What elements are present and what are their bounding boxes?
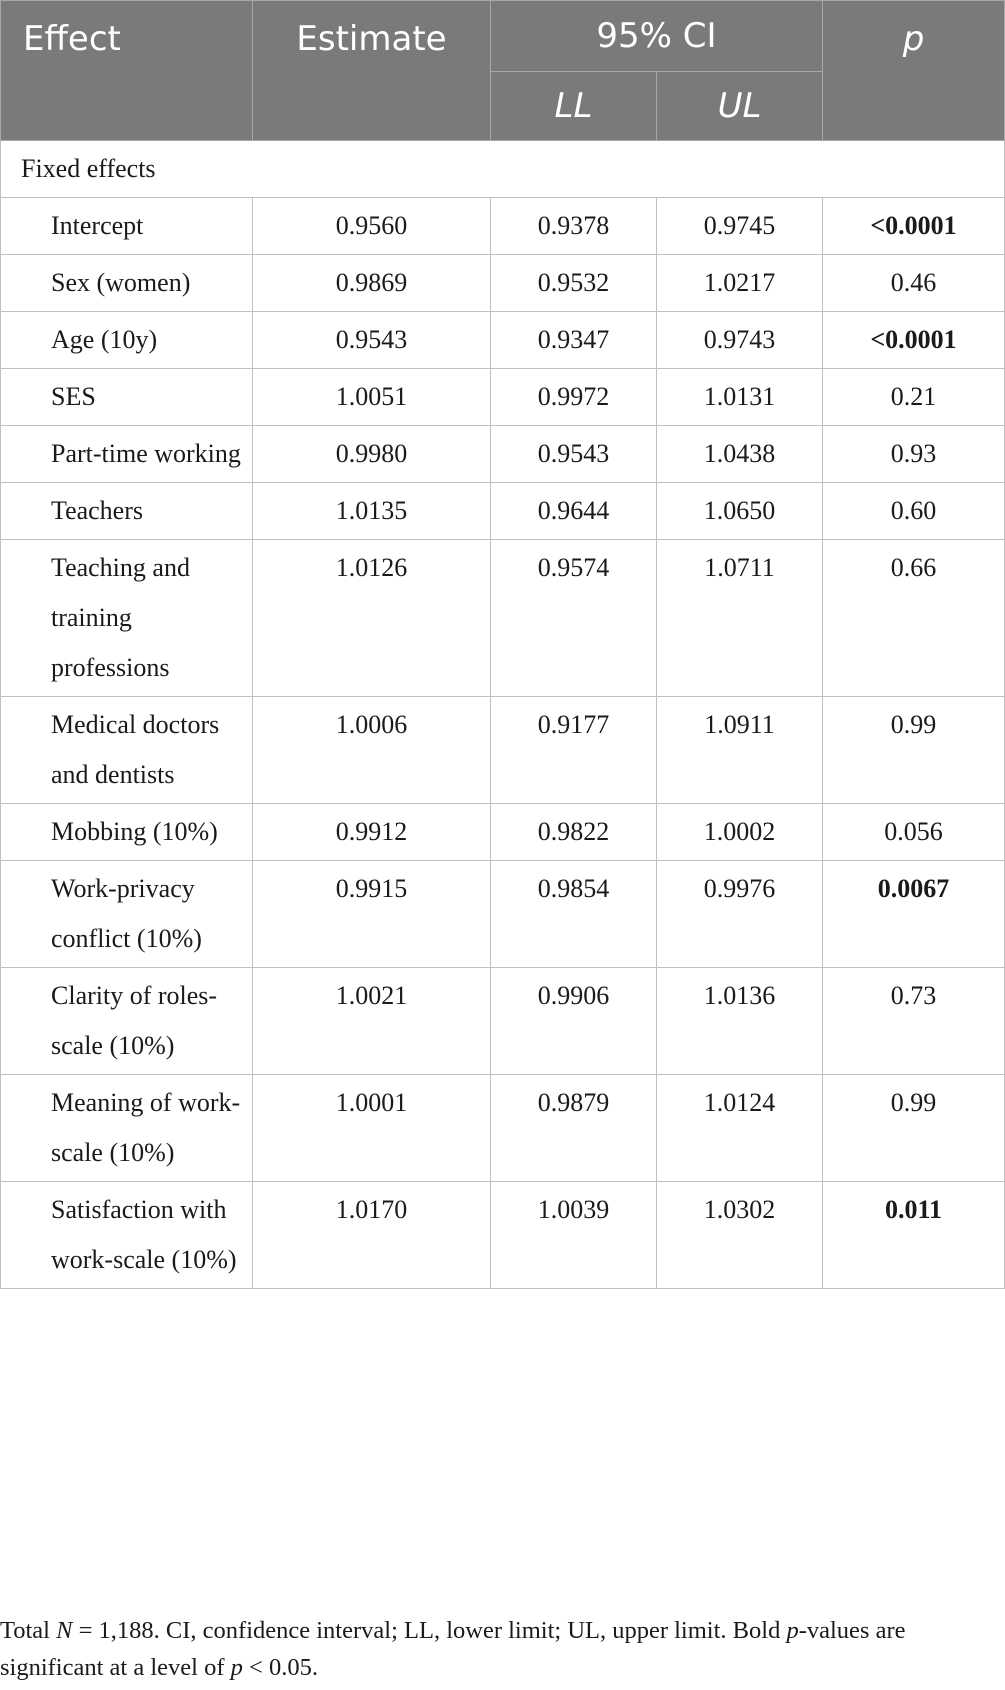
note-text: -values are significant at a level of [0,1617,906,1681]
effect-cell: Satisfaction with work-scale (10%) [1,1182,253,1289]
ll-cell: 0.9177 [491,697,657,804]
table-row [1,369,1005,426]
ll-cell: 0.9378 [491,198,657,255]
ll-cell: 0.9532 [491,255,657,312]
ll-cell: 0.9822 [491,804,657,861]
ll-cell: 0.9644 [491,483,657,540]
note-text: Total [0,1617,57,1644]
ll-cell: 0.9879 [491,1075,657,1182]
p-value-cell: 0.21 [823,369,1005,426]
estimate-cell: 0.9915 [253,861,491,968]
ul-cell: 1.0911 [657,697,823,804]
table-row [1,198,1005,255]
group-label: Fixed effects [1,141,1005,198]
table-row [1,312,1005,369]
note-text: < 0.05. [242,1654,318,1681]
note-n: N [56,1617,73,1644]
note-text: = 1,188. CI, confidence interval; LL, lower limit; UL, upper limit. Bold [72,1617,787,1644]
ul-cell: 1.0131 [657,369,823,426]
effect-cell: Medical doctors and dentists [1,697,253,804]
table-row [1,861,1005,968]
estimate-cell: 1.0051 [253,369,491,426]
effect-cell: Work-privacy conflict (10%) [1,861,253,968]
note-p: p [786,1617,799,1644]
table-footnote [0,1612,1000,1686]
ul-cell: 0.9743 [657,312,823,369]
p-value-cell: 0.60 [823,483,1005,540]
effect-cell: Teaching and training professions [1,540,253,697]
ll-cell: 0.9854 [491,861,657,968]
estimate-cell: 0.9869 [253,255,491,312]
estimate-cell: 1.0126 [253,540,491,697]
table-row [1,426,1005,483]
table-row [1,483,1005,540]
effect-cell: SES [1,369,253,426]
ul-cell: 1.0711 [657,540,823,697]
group-row [1,141,1005,198]
table-row [1,1182,1005,1289]
p-value-cell: 0.99 [823,697,1005,804]
table-row [1,697,1005,804]
header-p: p [823,1,1005,141]
effect-cell: Part-time working [1,426,253,483]
ul-cell: 1.0438 [657,426,823,483]
estimate-cell: 0.9560 [253,198,491,255]
note-p: p [230,1654,243,1681]
effect-cell: Age (10y) [1,312,253,369]
ll-cell: 0.9347 [491,312,657,369]
table-row [1,540,1005,697]
p-value-cell: 0.66 [823,540,1005,697]
effect-cell: Sex (women) [1,255,253,312]
header-ll: LL [491,72,657,141]
ul-cell: 1.0217 [657,255,823,312]
ll-cell: 0.9574 [491,540,657,697]
effect-cell: Clarity of roles-scale (10%) [1,968,253,1075]
ul-cell: 1.0136 [657,968,823,1075]
estimate-cell: 1.0170 [253,1182,491,1289]
header-ci: 95% CI [491,1,823,72]
ul-cell: 0.9976 [657,861,823,968]
effect-cell: Intercept [1,198,253,255]
p-value-cell: 0.93 [823,426,1005,483]
estimate-cell: 0.9543 [253,312,491,369]
ul-cell: 1.0302 [657,1182,823,1289]
ll-cell: 1.0039 [491,1182,657,1289]
p-value-cell: 0.0067 [823,861,1005,968]
estimate-cell: 1.0001 [253,1075,491,1182]
table-body [1,141,1005,1289]
ll-cell: 0.9972 [491,369,657,426]
table-header [1,1,1005,141]
ul-cell: 1.0002 [657,804,823,861]
p-value-cell: 0.99 [823,1075,1005,1182]
estimate-cell: 1.0006 [253,697,491,804]
effect-cell: Mobbing (10%) [1,804,253,861]
ll-cell: 0.9906 [491,968,657,1075]
ll-cell: 0.9543 [491,426,657,483]
header-effect: Effect [1,1,253,141]
p-value-cell: 0.056 [823,804,1005,861]
estimate-cell: 1.0135 [253,483,491,540]
estimate-cell: 0.9912 [253,804,491,861]
ul-cell: 1.0650 [657,483,823,540]
p-value-cell: 0.011 [823,1182,1005,1289]
p-value-cell: <0.0001 [823,198,1005,255]
table-row [1,804,1005,861]
header-ul: UL [657,72,823,141]
ul-cell: 0.9745 [657,198,823,255]
p-value-cell: 0.73 [823,968,1005,1075]
p-value-cell: <0.0001 [823,312,1005,369]
table-row [1,255,1005,312]
header-estimate: Estimate [253,1,491,141]
table-row [1,968,1005,1075]
effect-cell: Teachers [1,483,253,540]
estimate-cell: 1.0021 [253,968,491,1075]
ul-cell: 1.0124 [657,1075,823,1182]
effect-cell: Meaning of work-scale (10%) [1,1075,253,1182]
estimate-cell: 0.9980 [253,426,491,483]
table-row [1,1075,1005,1182]
p-value-cell: 0.46 [823,255,1005,312]
